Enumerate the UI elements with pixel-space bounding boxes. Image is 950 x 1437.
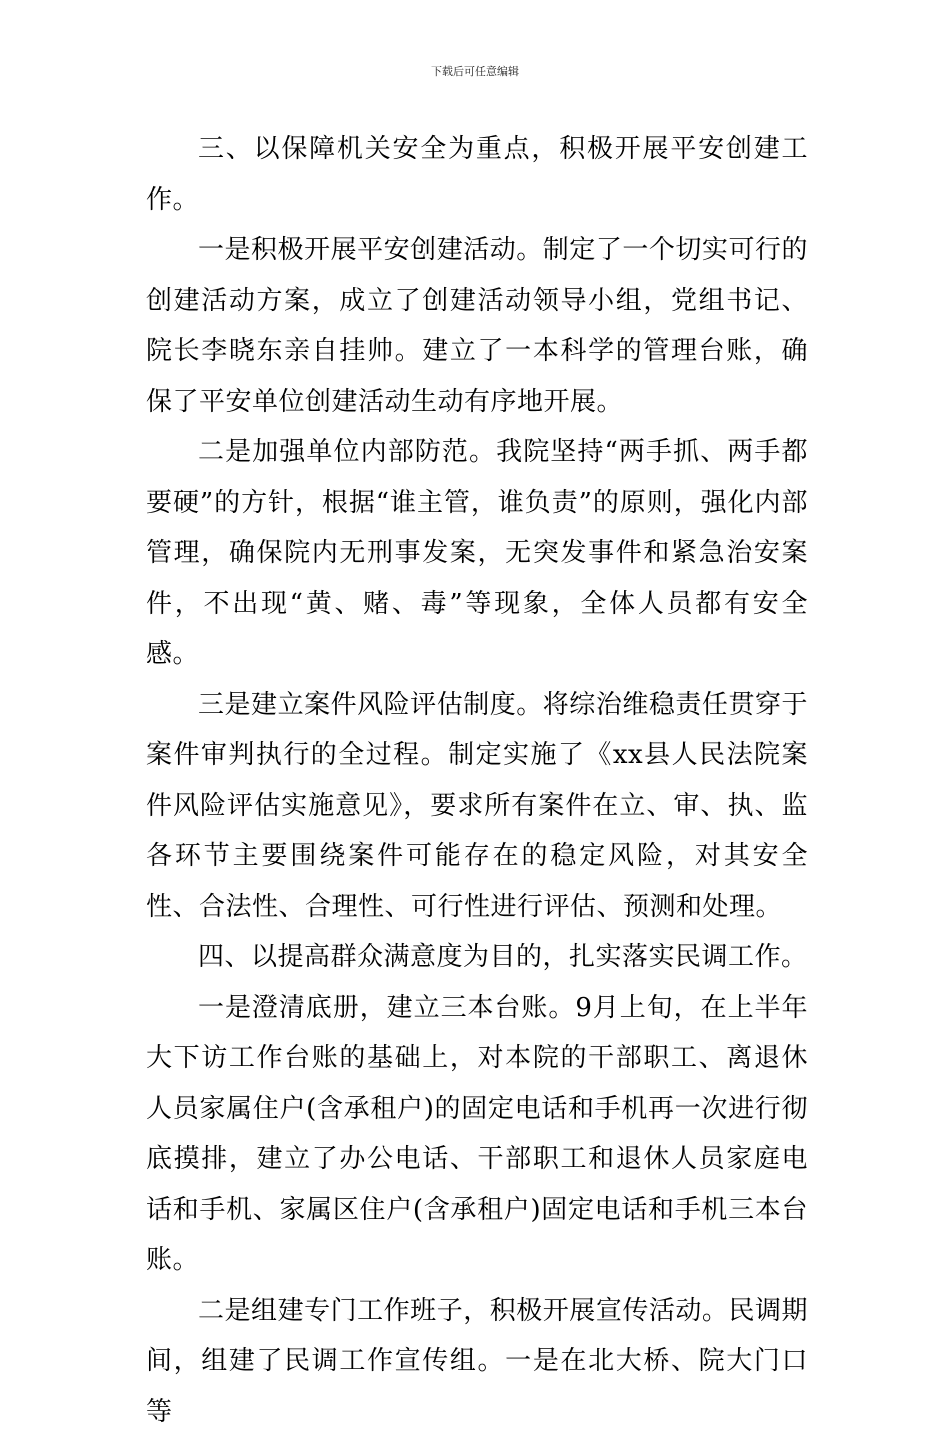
page-header: 下载后可任意编辑 xyxy=(0,64,950,80)
paragraph-work-team: 二是组建专门工作班子，积极开展宣传活动。民调期间，组建了民调工作宣传组。一是在北大桥、院大门口等 xyxy=(146,1286,808,1437)
paragraph-section-three-heading: 三、以保障机关安全为重点，积极开展平安创建工作。 xyxy=(146,124,808,225)
paragraph-safety-campaign: 一是积极开展平安创建活动。制定了一个切实可行的创建活动方案，成立了创建活动领导小组，党组书记、院长李晓东亲自挂帅。建立了一本科学的管理台账，确保了平安单位创建活动生动有序地开展。 xyxy=(146,225,808,427)
paragraph-risk-assessment: 三是建立案件风险评估制度。将综治维稳责任贯穿于案件审判执行的全过程。制定实施了《xx县人民法院案件风险评估实施意见》，要求所有案件在立、审、执、监各环节主要围绕案件可能存在的稳定风险，对其安全性、合法性、合理性、可行性进行评估、预测和处理。 xyxy=(146,680,808,933)
paragraph-section-four-heading: 四、以提高群众满意度为目的，扎实落实民调工作。 xyxy=(146,932,808,983)
document-body xyxy=(146,124,808,1437)
paragraph-internal-prevention: 二是加强单位内部防范。我院坚持“两手抓、两手都要硬”的方针，根据“谁主管，谁负责”的原则，强化内部管理，确保院内无刑事发案，无突发事件和紧急治安案件，不出现“黄、赌、毒”等现象，全体人员都有安全感。 xyxy=(146,427,808,680)
paragraph-ledgers: 一是澄清底册，建立三本台账。9月上旬，在上半年大下访工作台账的基础上，对本院的干部职工、离退休人员家属住户(含承租户)的固定电话和手机再一次进行彻底摸排，建立了办公电话、干部职工和退休人员家庭电话和手机、家属区住户(含承租户)固定电话和手机三本台账。 xyxy=(146,983,808,1286)
